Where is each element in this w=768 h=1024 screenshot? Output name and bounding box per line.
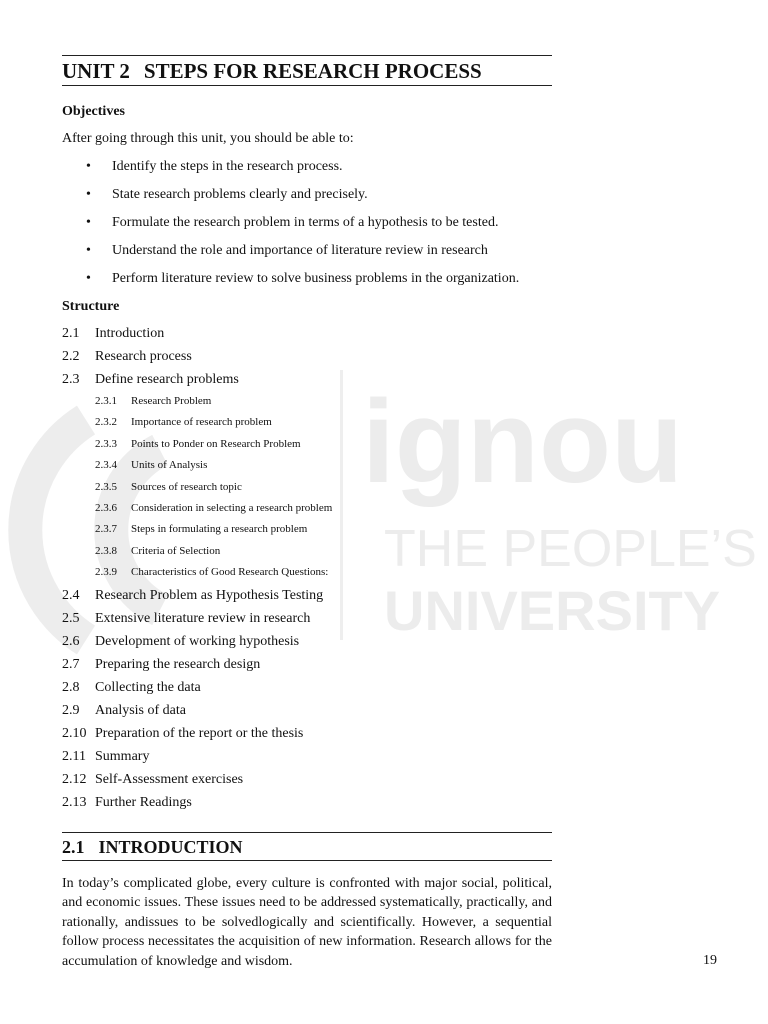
- toc-subitem: 2.3.1 Research Problem: [95, 395, 212, 407]
- bullet-icon: •: [86, 215, 91, 230]
- toc-subitem: 2.3.4 Units of Analysis: [95, 459, 208, 472]
- toc-subitem: 2.3.5 Sources of research topic: [95, 480, 242, 493]
- toc-subitem: 2.3.7 Steps in formulating a research problem: [95, 523, 308, 536]
- toc-item: 2.3 Define research problems: [62, 372, 239, 387]
- toc-item: 2.11 Summary: [62, 748, 150, 764]
- watermark-line2: UNIVERSITY: [384, 579, 721, 642]
- bullet-icon: •: [86, 243, 91, 258]
- bullet-icon: •: [86, 271, 91, 286]
- toc-subitem: 2.3.6 Consideration in selecting a research problem: [95, 501, 333, 514]
- objective-item: • Perform literature review to solve business problems in the organization.: [86, 271, 520, 286]
- toc-item: 2.13 Further Readings: [62, 794, 192, 810]
- page-number: 19: [703, 953, 717, 968]
- watermark-line1: THE PEOPLE’S: [384, 520, 757, 578]
- bullet-icon: •: [86, 159, 91, 174]
- introduction-paragraph: In today’s complicated globe, every culture is confronted with major social, political, and economic issues. These issues need to be addressed systematically, practically, and rationally, andissues to be solvedlogically and scientifically. However, a sequential follow process necessitates the acquisition of new information. Research allows for the accumulation of knowledge and wisdom.: [62, 875, 552, 969]
- toc-item: 2.7 Preparing the research design: [62, 656, 261, 672]
- toc-item: 2.1 Introduction: [62, 326, 165, 341]
- objective-item: • Formulate the research problem in terms of a hypothesis to be tested.: [86, 215, 499, 230]
- structure-heading: Structure: [62, 299, 120, 314]
- objectives-intro: After going through this unit, you should be able to:: [62, 131, 354, 146]
- toc-item: 2.12 Self-Assessment exercises: [62, 771, 244, 787]
- table-of-contents: [62, 325, 552, 817]
- toc-item: 2.6 Development of working hypothesis: [62, 633, 300, 649]
- toc-item: 2.9 Analysis of data: [62, 702, 186, 718]
- toc-subitem: 2.3.8 Criteria of Selection: [95, 544, 221, 557]
- objectives-heading: Objectives: [62, 104, 125, 119]
- objective-item: • State research problems clearly and precisely.: [86, 187, 368, 202]
- document-page: [62, 55, 552, 971]
- section-number: 2.1: [62, 836, 85, 857]
- toc-item: 2.10 Preparation of the report or the thesis: [62, 725, 304, 741]
- objectives-list: [62, 158, 552, 288]
- toc-item: 2.8 Collecting the data: [62, 679, 201, 695]
- objective-item: • Identify the steps in the research process.: [86, 159, 343, 174]
- unit-title-text: STEPS FOR RESEARCH PROCESS: [143, 59, 482, 83]
- objective-item: • Understand the role and importance of literature review in research: [86, 243, 488, 258]
- bullet-icon: •: [86, 187, 91, 202]
- toc-item: 2.2 Research process: [62, 349, 192, 364]
- toc-subitem: 2.3.9 Characteristics of Good Research Questions:: [95, 566, 329, 579]
- unit-title: [62, 55, 552, 86]
- watermark-brand: ignou: [362, 376, 684, 508]
- unit-number: UNIT 2: [62, 59, 130, 83]
- toc-item: 2.5 Extensive literature review in research: [62, 610, 311, 626]
- toc-subitem: 2.3.2 Importance of research problem: [95, 416, 272, 429]
- section-title-text: INTRODUCTION: [98, 836, 243, 857]
- toc-subitem: 2.3.3 Points to Ponder on Research Problem: [95, 437, 301, 450]
- toc-item: 2.4 Research Problem as Hypothesis Testing: [62, 587, 324, 603]
- section-title: [62, 832, 552, 861]
